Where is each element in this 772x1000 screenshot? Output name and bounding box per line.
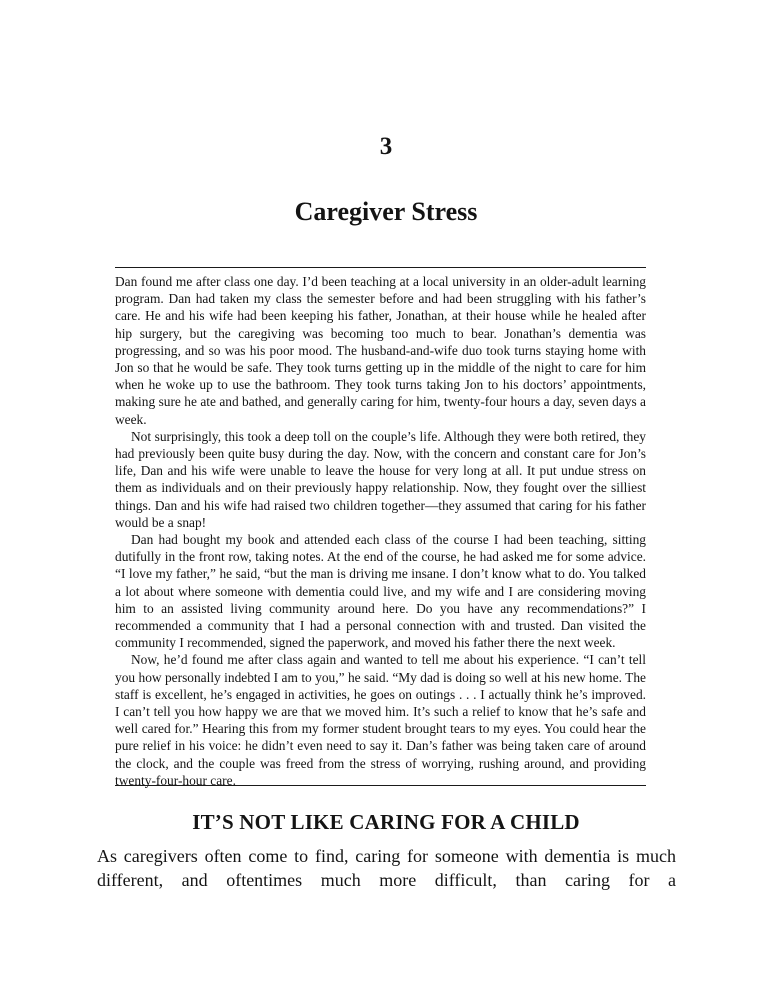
vignette-paragraph: Not surprisingly, this took a deep toll on the couple’s life. Although they were both retired, they had previously been quite busy during the day. Now, with the concern and constant care for Jon’s life, Dan and his wife were unable to leave the house for very long at all. It put undue stress on them as individuals and on their previously happy relationship. Now, they fought over the silliest things. Dan and his wife had raised two children together—they assumed that caring for his father would be a snap! [115, 428, 646, 530]
vignette-bottom-rule [115, 785, 646, 786]
vignette-paragraph: Dan had bought my book and attended each class of the course I had been teaching, sitting dutifully in the front row, taking notes. At the end of the course, he had asked me for some advice. “I love my father,” he said, “but the man is driving me insane. I don’t know what to do. You talked a lot about where someone with dementia could live, and my wife and I are considering moving him to an assisted living community around here. Do you have any recommendations?” I recommended a community that I had a personal connection with and trusted. Dan visited the community I recommended, signed the paperwork, and moved his father there the next week. [115, 532, 646, 651]
vignette-box [115, 273, 646, 789]
vignette-paragraph: Now, he’d found me after class again and wanted to tell me about his experience. “I can’t tell you how personally indebted I am to you,” he said. “My dad is doing so well at his new home. The staff is excellent, he’s engaged in activities, he goes on outings . . . I actually think he’s improved. I can’t tell you how happy we are that we moved him. It’s such a relief to know that he’s safe and well cared for.” Hearing this from my former student brought tears to my eyes. You could hear the pure relief in his voice: he didn’t even need to say it. Dan’s father was being taken care of around the clock, and the couple was freed from the stress of worrying, rushing around, and providing twenty-four-hour care. [115, 652, 646, 788]
body-paragraph: As caregivers often come to find, caring for someone with dementia is much different, and oftentimes much more difficult, than caring for a [97, 846, 676, 890]
chapter-number: 3 [379, 133, 393, 160]
vignette-top-rule [115, 267, 646, 268]
chapter-title: Caregiver Stress [294, 197, 478, 226]
section-heading: IT’S NOT LIKE CARING FOR A CHILD [192, 810, 580, 834]
vignette-paragraph: Dan found me after class one day. I’d been teaching at a local university in an older-adult learning program. Dan had taken my class the semester before and had been struggling with his father’s care. He and his wife had been keeping his father, Jonathan, at their house while he healed after hip surgery, but the caregiving was becoming too much to bear. Jonathan’s dementia was progressing, and so was his poor mood. The husband-and-wife duo took turns staying home with Jon so that he would be safe. They took turns getting up in the middle of the night to care for him when he woke up to use the bathroom. They took turns taking Jon to his doctors’ appointments, making sure he ate and bathed, and generally caring for him, twenty-four hours a day, seven days a week. [115, 274, 646, 427]
